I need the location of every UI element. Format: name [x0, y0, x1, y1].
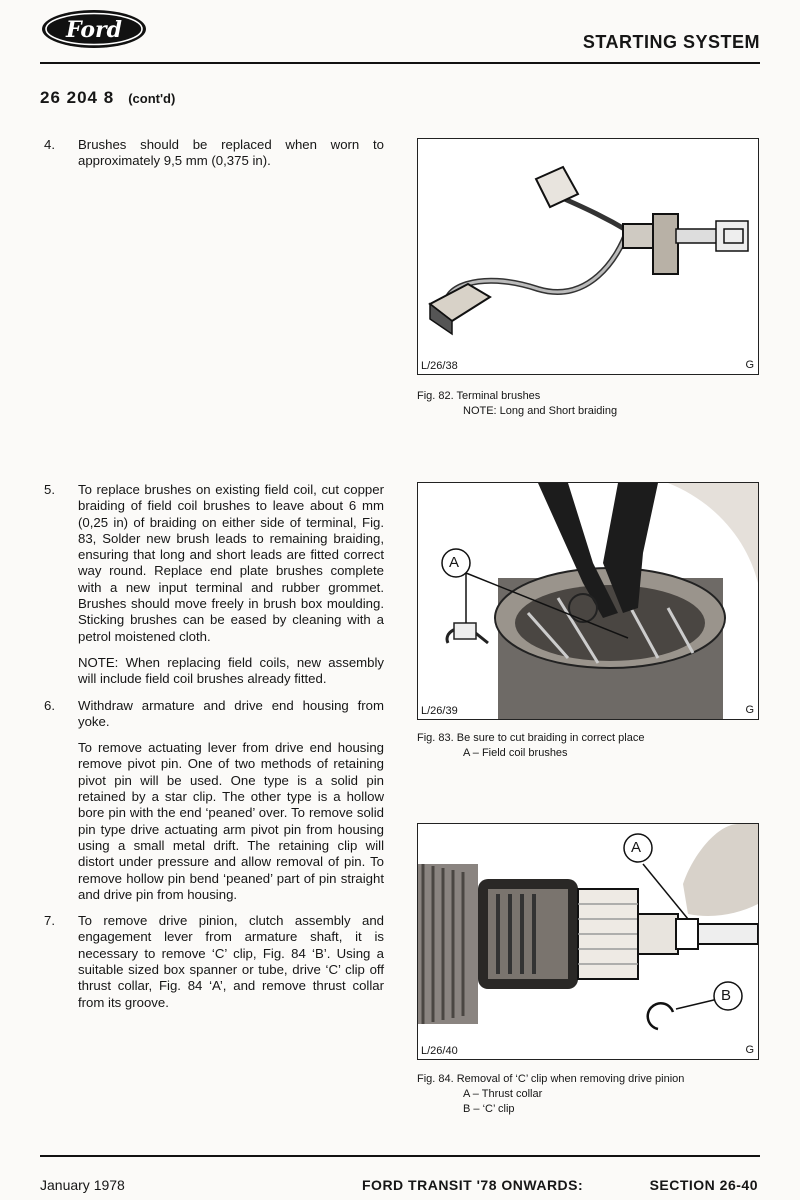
caption-line: A – Field coil brushes — [463, 747, 568, 759]
cutting-braiding-illustration — [418, 483, 758, 719]
caption-line: B – ‘C’ clip — [463, 1103, 515, 1115]
ford-logo — [40, 8, 148, 50]
note-field-coils: NOTE: When replacing field coils, new assembly will include field coil brushes already fitted. — [78, 654, 384, 687]
step-text: Withdraw armature and drive end housing from yoke. — [78, 697, 384, 729]
callout-b: B — [721, 987, 732, 1004]
section-ref: 26 204 8 — [40, 88, 115, 107]
caption-title: Fig. 82. Terminal brushes — [417, 390, 541, 402]
step-number: 4. — [44, 137, 55, 152]
terminal-brushes-illustration — [418, 139, 758, 374]
figure-mark: G — [745, 359, 754, 371]
step-number: 5. — [44, 482, 55, 497]
figure-84-c-clip-removal — [417, 823, 759, 1060]
figure-83-cutting-braiding — [417, 482, 759, 720]
caption-title: Fig. 83. Be sure to cut braiding in correct place — [417, 732, 645, 744]
footer-section: SECTION 26-40 — [649, 1177, 758, 1193]
figure-mark: G — [745, 704, 754, 716]
step-text: Brushes should be replaced when worn to approximately 9,5 mm (0,375 in). — [78, 137, 384, 169]
callout-a: A — [631, 839, 642, 856]
step-7 — [44, 913, 384, 1021]
figure-84-caption — [417, 1072, 757, 1117]
step-5 — [44, 482, 384, 655]
page-header-title: STARTING SYSTEM — [582, 32, 760, 52]
c-clip-removal-illustration — [418, 824, 758, 1059]
step-number: 6. — [44, 697, 55, 713]
caption-line: A – Thrust collar — [463, 1088, 543, 1100]
footer-date: January 1978 — [40, 1177, 125, 1193]
step-6 — [44, 698, 384, 914]
step-4 — [44, 137, 384, 180]
svg-text:Ford: Ford — [65, 17, 123, 43]
steps-5-7 — [44, 482, 384, 1021]
figure-id: L/26/39 — [421, 705, 458, 717]
step-text: To replace brushes on existing field coil, cut copper braiding of field coil brushes to leave about 6 mm (0,25 in) of braiding on either side of terminal, Fig. 83, Solder new brush leads to remaining braiding, ensuring that long and short leads are fitted correct way round. Replace end plate brushes complete with a new input terminal and rubber grommet. Brushes should move freely in brush box moulding. Sticking brushes can be eased by cleaning with a petrol moistened cloth. — [78, 482, 384, 644]
figure-83-caption — [417, 731, 757, 761]
step-text: To remove actuating lever from drive end housing remove pivot pin. One of two methods of retaining pivot pin will be used. One type is a solid pin retained by a star clip. The other type is a hollow bore pin with the end ‘peaned’ over. To remove solid pin type drive actuating arm pivot pin from housing using a small metal drift. The retaining clip will distort under pressure and allow removal of pin. To remove hollow pin bend ‘peaned’ part of pin straight and drive pin from housing. — [78, 740, 384, 902]
section-heading — [40, 88, 175, 108]
callout-a: A — [449, 554, 460, 571]
figure-id: L/26/40 — [421, 1045, 458, 1057]
header-rule — [40, 62, 760, 64]
figure-id: L/26/38 — [421, 360, 458, 372]
caption-line: NOTE: Long and Short braiding — [463, 405, 618, 417]
footer-rule — [40, 1155, 760, 1157]
section-cont: (cont'd) — [128, 91, 176, 106]
caption-title: Fig. 84. Removal of ‘C’ clip when removing drive pinion — [417, 1073, 685, 1085]
step-text: To remove drive pinion, clutch assembly and engagement lever from armature shaft, it is necessary to remove ‘C’ clip, Fig. 84 ‘B’. Using a suitable sized box spanner or tube, drive ‘C’ clip off thrust collar, Fig. 84 ‘A’, and remove thrust collar from its groove. — [78, 913, 384, 1010]
step-number: 7. — [44, 913, 55, 929]
figure-mark: G — [745, 1044, 754, 1056]
figure-82-caption — [417, 389, 757, 419]
footer-title: FORD TRANSIT '78 ONWARDS: — [362, 1177, 584, 1193]
figure-82-terminal-brushes — [417, 138, 759, 375]
